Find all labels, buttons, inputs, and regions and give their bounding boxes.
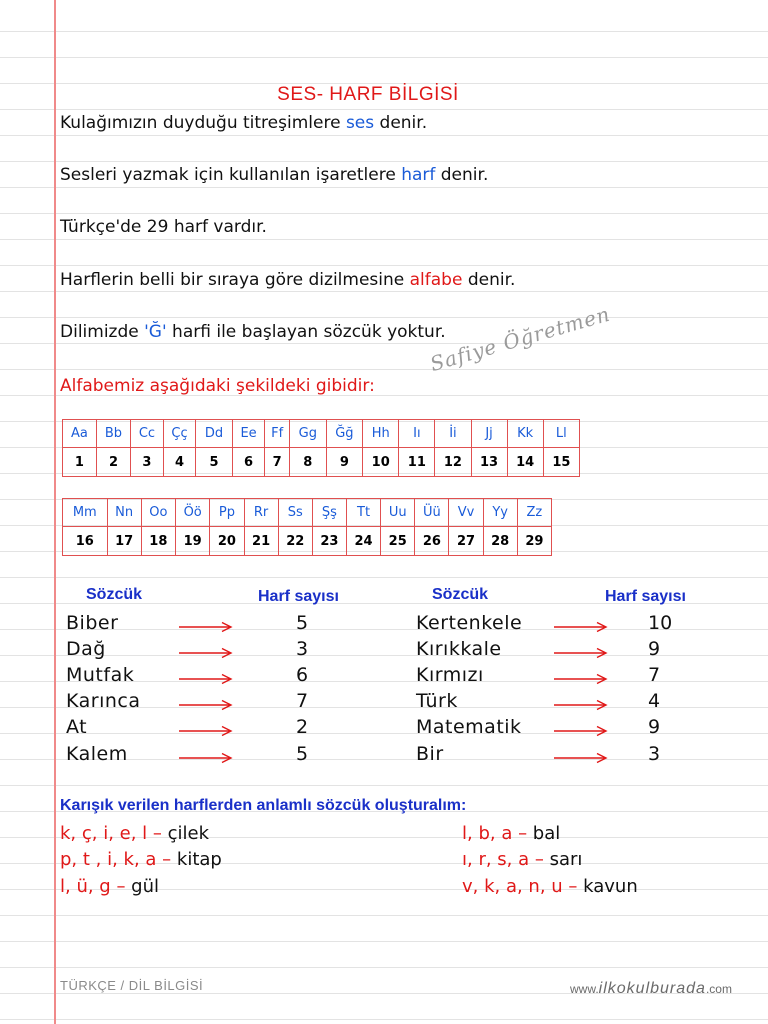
alphabet-numbers-row: [63, 448, 580, 477]
letter-count-cell: 7: [648, 664, 661, 686]
word-cell: Matematik: [416, 716, 522, 738]
word-cell: Biber: [66, 612, 119, 634]
alphabet-letters-row: [63, 420, 580, 448]
word-cell: Karınca: [66, 690, 141, 712]
alphabet-letter-cell: Mm: [63, 499, 108, 527]
left-count-header: Harf sayısı: [258, 588, 339, 605]
alphabet-number-cell: 20: [210, 527, 244, 556]
right-arrow-icon: [178, 722, 234, 741]
right-arrow-icon: [553, 722, 609, 741]
fact-text: Dilimizde: [60, 322, 145, 342]
task-answer: kitap: [176, 849, 222, 870]
footer-website: [570, 980, 732, 998]
fact-ses: [60, 113, 427, 133]
alphabet-table-1: [62, 419, 580, 477]
right-arrow-icon: [178, 644, 234, 663]
word-cell: Bir: [416, 743, 444, 765]
alphabet-number-cell: 21: [244, 527, 278, 556]
alphabet-number-cell: 2: [96, 448, 130, 477]
left-word-header: Sözcük: [86, 586, 143, 603]
fact-keyword: harf: [401, 165, 436, 185]
alphabet-number-cell: 3: [131, 448, 164, 477]
alphabet-letter-cell: Bb: [96, 420, 130, 448]
alphabet-letters-row: [63, 499, 552, 527]
alphabet-number-cell: 1: [63, 448, 97, 477]
alphabet-letter-cell: Ee: [232, 420, 265, 448]
alphabet-number-cell: 19: [176, 527, 210, 556]
notebook-margin-line: [54, 0, 56, 1024]
fact-text: denir.: [462, 270, 516, 290]
alphabet-letter-cell: Oo: [141, 499, 175, 527]
right-arrow-icon: [553, 618, 609, 637]
fact-harf-sayisi: Türkçe'de 29 harf vardır.: [60, 217, 267, 237]
alphabet-number-cell: 9: [326, 448, 363, 477]
alphabet-number-cell: 26: [415, 527, 449, 556]
word-cell: Kırıkkale: [416, 638, 502, 660]
letter-count-cell: 9: [648, 638, 661, 660]
task-item: [462, 849, 582, 870]
alphabet-number-cell: 24: [346, 527, 380, 556]
letter-count-cell: 3: [296, 638, 309, 660]
alphabet-number-cell: 4: [163, 448, 196, 477]
letter-count-cell: 10: [648, 612, 673, 634]
alphabet-number-cell: 22: [278, 527, 312, 556]
word-cell: Mutfak: [66, 664, 135, 686]
alphabet-number-cell: 16: [63, 527, 108, 556]
fact-yumusak-g: [60, 322, 446, 342]
fact-text: denir.: [374, 113, 428, 133]
word-cell: Türk: [416, 690, 458, 712]
alphabet-letter-cell: Uu: [381, 499, 415, 527]
fact-harf: [60, 165, 488, 185]
alphabet-letter-cell: Vv: [449, 499, 483, 527]
fact-keyword: alfabe: [409, 270, 463, 290]
alphabet-letter-cell: Ğğ: [326, 420, 363, 448]
alphabet-numbers-row: [63, 527, 552, 556]
letter-count-cell: 4: [648, 690, 661, 712]
footer-website-suffix: .com: [705, 982, 732, 996]
right-arrow-icon: [553, 644, 609, 663]
alphabet-letter-cell: Üü: [415, 499, 449, 527]
alphabet-letter-cell: Iı: [399, 420, 435, 448]
word-cell: Kertenkele: [416, 612, 523, 634]
scrambled-letters: ı, r, s, a –: [462, 849, 550, 870]
fact-keyword: 'Ğ': [144, 322, 167, 342]
task-item: [462, 823, 560, 844]
alphabet-number-cell: 8: [290, 448, 327, 477]
alphabet-number-cell: 17: [107, 527, 141, 556]
fact-text: Harflerin belli bir sıraya göre dizilmesine: [60, 270, 410, 290]
watermark-signature: Safiye Öğretmen: [427, 301, 614, 376]
word-cell: Dağ: [66, 638, 106, 660]
letter-count-cell: 6: [296, 664, 309, 686]
letter-count-cell: 5: [296, 743, 309, 765]
alphabet-number-cell: 25: [381, 527, 415, 556]
task-item: [60, 849, 222, 870]
alphabet-letter-cell: Pp: [210, 499, 244, 527]
alphabet-letter-cell: Jj: [471, 420, 507, 448]
fact-text: harfi ile başlayan sözcük yoktur.: [166, 322, 446, 342]
letter-count-cell: 3: [648, 743, 661, 765]
word-cell: Kırmızı: [416, 664, 484, 686]
alphabet-number-cell: 11: [399, 448, 435, 477]
footer-website-prefix: www.: [570, 982, 599, 996]
alphabet-number-cell: 28: [483, 527, 517, 556]
alphabet-number-cell: 10: [363, 448, 399, 477]
fact-text: Kulağımızın duyduğu titreşimlere: [60, 113, 346, 133]
footer-website-name: ilkokulburada: [598, 980, 706, 997]
letter-count-cell: 7: [296, 690, 309, 712]
task-title: Karışık verilen harflerden anlamlı sözcük oluşturalım:: [60, 797, 467, 814]
task-item: [60, 876, 159, 897]
alphabet-letter-cell: Nn: [107, 499, 141, 527]
alphabet-number-cell: 5: [196, 448, 232, 477]
scrambled-letters: k, ç, i, e, l –: [60, 823, 168, 844]
right-arrow-icon: [553, 670, 609, 689]
right-arrow-icon: [178, 618, 234, 637]
alphabet-letter-cell: Çç: [163, 420, 196, 448]
alphabet-number-cell: 6: [232, 448, 265, 477]
footer-subject: TÜRKÇE / DİL BİLGİSİ: [60, 978, 204, 993]
alphabet-letter-cell: Zz: [517, 499, 551, 527]
scrambled-letters: v, k, a, n, u –: [462, 876, 584, 897]
alphabet-letter-cell: Ss: [278, 499, 312, 527]
alphabet-number-cell: 27: [449, 527, 483, 556]
alphabet-intro: Alfabemiz aşağıdaki şekildeki gibidir:: [60, 376, 375, 396]
alphabet-letter-cell: Rr: [244, 499, 278, 527]
alphabet-letter-cell: Şş: [312, 499, 346, 527]
alphabet-number-cell: 14: [507, 448, 543, 477]
right-arrow-icon: [178, 749, 234, 768]
alphabet-number-cell: 13: [471, 448, 507, 477]
scrambled-letters: l, b, a –: [462, 823, 533, 844]
alphabet-letter-cell: Ll: [543, 420, 579, 448]
fact-text: Sesleri yazmak için kullanılan işaretlere: [60, 165, 402, 185]
right-arrow-icon: [178, 670, 234, 689]
letter-count-cell: 2: [296, 716, 309, 738]
fact-text: denir.: [435, 165, 489, 185]
right-arrow-icon: [553, 749, 609, 768]
scrambled-letters: l, ü, g –: [60, 876, 132, 897]
task-answer: kavun: [583, 876, 638, 897]
alphabet-letter-cell: Yy: [483, 499, 517, 527]
right-count-header: Harf sayısı: [605, 588, 686, 605]
alphabet-number-cell: 18: [141, 527, 175, 556]
fact-keyword: ses: [345, 113, 375, 133]
task-item: [462, 876, 638, 897]
right-arrow-icon: [178, 696, 234, 715]
alphabet-letter-cell: Ff: [265, 420, 290, 448]
alphabet-number-cell: 15: [543, 448, 579, 477]
alphabet-table-2: [62, 498, 552, 556]
alphabet-letter-cell: Tt: [346, 499, 380, 527]
letter-count-cell: 9: [648, 716, 661, 738]
word-cell: At: [66, 716, 88, 738]
letter-count-cell: 5: [296, 612, 309, 634]
scrambled-letters: p, t , i, k, a –: [60, 849, 177, 870]
alphabet-number-cell: 7: [265, 448, 290, 477]
word-cell: Kalem: [66, 743, 128, 765]
alphabet-letter-cell: İi: [435, 420, 471, 448]
alphabet-letter-cell: Hh: [363, 420, 399, 448]
right-word-header: Sözcük: [432, 586, 489, 603]
task-answer: bal: [532, 823, 561, 844]
task-answer: gül: [131, 876, 160, 897]
task-item: [60, 823, 209, 844]
alphabet-letter-cell: Öö: [176, 499, 210, 527]
task-answer: sarı: [549, 849, 583, 870]
alphabet-number-cell: 12: [435, 448, 471, 477]
alphabet-number-cell: 23: [312, 527, 346, 556]
right-arrow-icon: [553, 696, 609, 715]
alphabet-letter-cell: Aa: [63, 420, 97, 448]
alphabet-letter-cell: Gg: [290, 420, 327, 448]
alphabet-letter-cell: Cc: [131, 420, 164, 448]
alphabet-letter-cell: Kk: [507, 420, 543, 448]
alphabet-letter-cell: Dd: [196, 420, 232, 448]
fact-alfabe: [60, 270, 515, 290]
page-title: SES- HARF BİLGİSİ: [277, 84, 459, 105]
alphabet-number-cell: 29: [517, 527, 551, 556]
task-answer: çilek: [167, 823, 210, 844]
